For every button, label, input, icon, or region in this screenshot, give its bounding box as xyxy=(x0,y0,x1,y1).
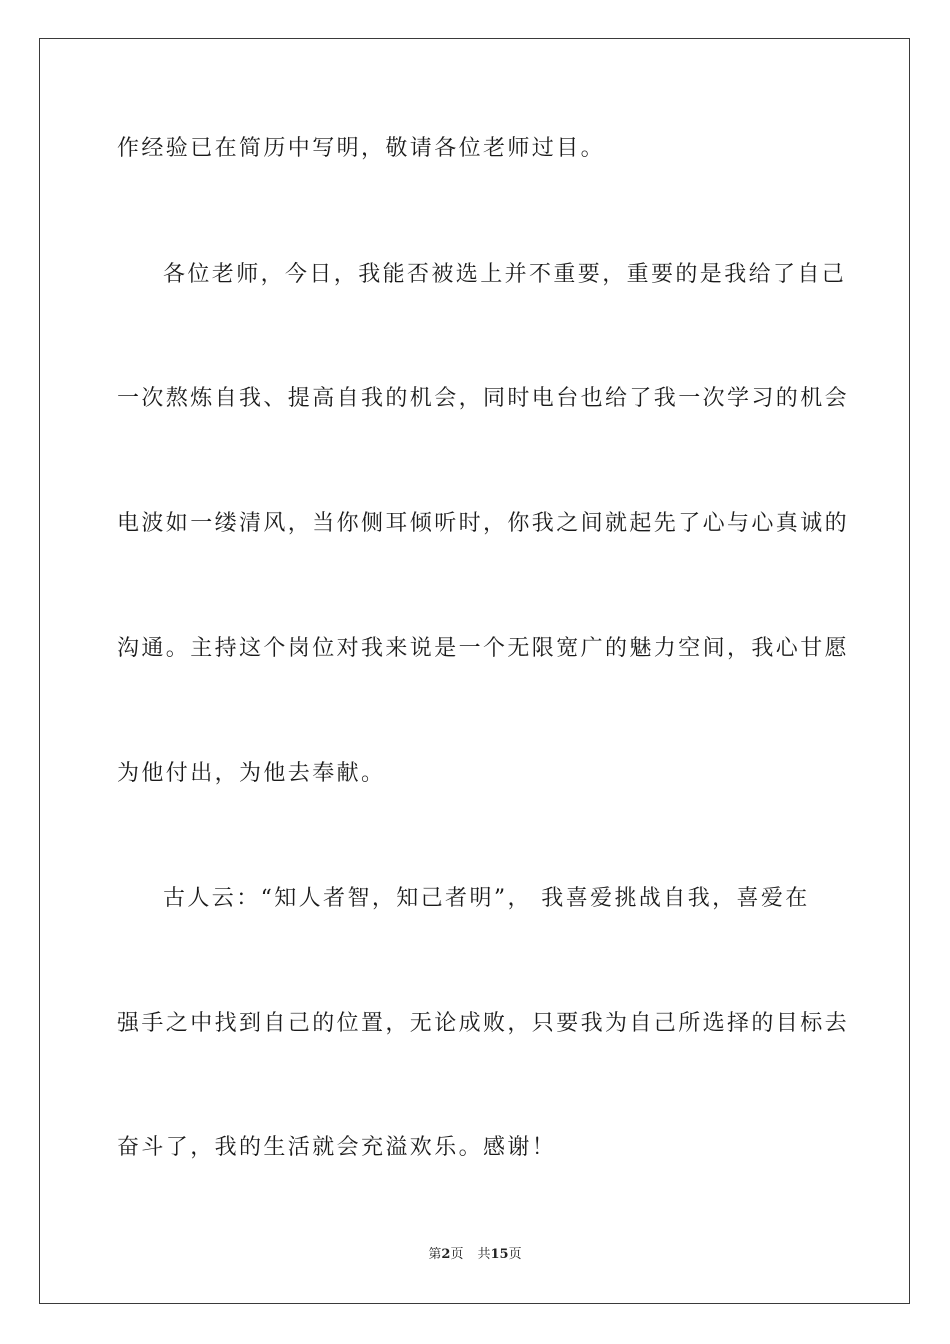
body-text-line: 电波如一缕清风，当你侧耳倾听时，你我之间就起先了心与心真诚的 xyxy=(117,511,850,536)
body-text-line: 为他付出，为他去奉献。 xyxy=(117,761,386,786)
page-prefix: 第 xyxy=(428,1247,442,1262)
paragraph-start-line: 各位老师，今日，我能否被选上并不重要，重要的是我给了自己 xyxy=(163,262,847,287)
page-footer xyxy=(0,1246,950,1264)
body-text-line: 强手之中找到自己的位置，无论成败，只要我为自己所选择的目标去 xyxy=(117,1011,850,1036)
page-border xyxy=(39,38,910,1304)
body-text-line: 沟通。主持这个岗位对我来说是一个无限宽广的魅力空间，我心甘愿 xyxy=(117,636,850,661)
body-text-line: 一次熬炼自我、提高自我的机会，同时电台也给了我一次学习的机会 xyxy=(117,386,850,411)
total-pages: 15 xyxy=(490,1247,509,1262)
paragraph-start-line: 古人云：“知人者智，知己者明”， 我喜爱挑战自我，喜爱在 xyxy=(163,886,810,911)
body-text-line: 奋斗了，我的生活就会充溢欢乐。感谢！ xyxy=(117,1135,557,1160)
page-number: 2 xyxy=(441,1247,451,1262)
page-suffix: 页 xyxy=(450,1247,464,1262)
total-suffix: 页 xyxy=(508,1247,522,1262)
body-text-line: 作经验已在简历中写明，敬请各位老师过目。 xyxy=(117,136,606,161)
total-prefix: 共 xyxy=(477,1247,491,1262)
